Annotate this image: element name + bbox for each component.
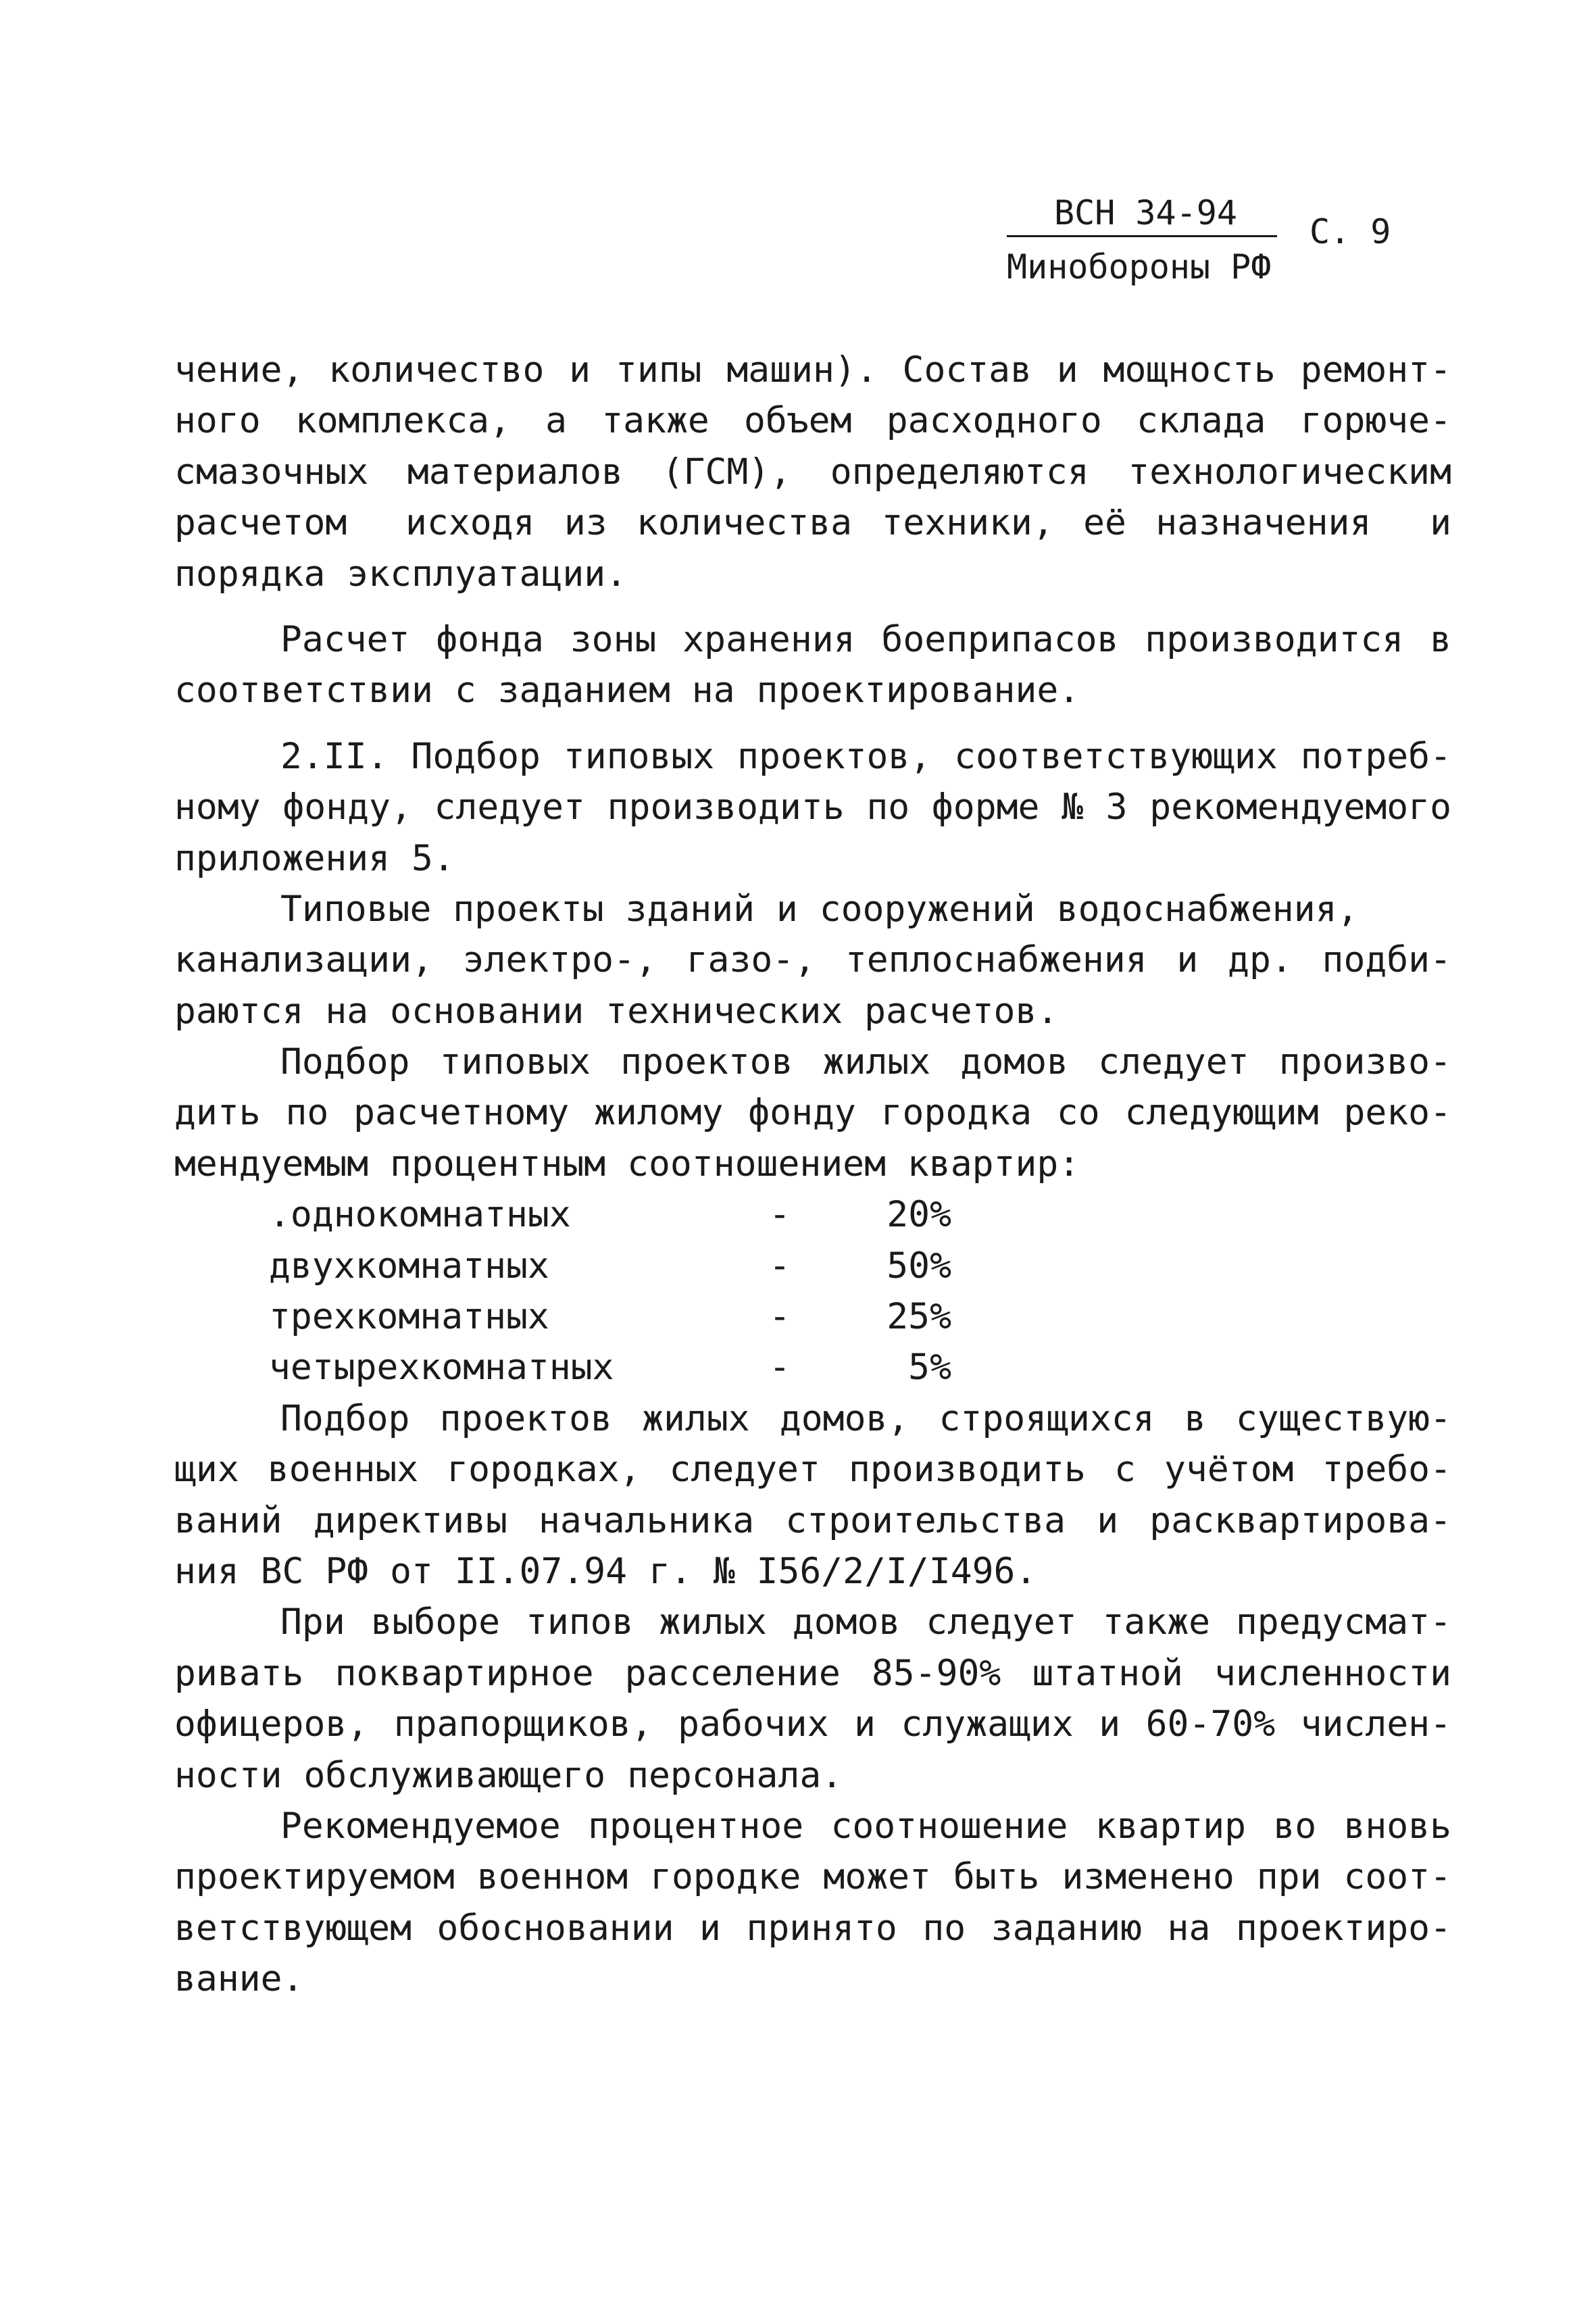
paragraph xyxy=(174,1597,1451,1801)
apartment-type: двухкомнатных xyxy=(269,1245,549,1287)
text-line: Подбор типовых проектов жилых домов следует произво- xyxy=(280,1041,1451,1083)
page-header xyxy=(1007,191,1439,299)
paragraph xyxy=(174,1801,1451,2005)
text-line: приложения 5. xyxy=(174,837,455,879)
apartment-type: четырехкомнатных xyxy=(269,1347,614,1389)
text-line: ветствующем обосновании и принято по заданию на проектиро- xyxy=(174,1907,1451,1949)
paragraph xyxy=(174,731,1451,884)
text-line: канализации, электро-, газо-, теплоснабжения и др. подби- xyxy=(174,939,1451,981)
text-line: щих военных городках, следует производить с учётом требо- xyxy=(174,1449,1451,1491)
text-line: смазочных материалов (ГСМ), определяются технологическим xyxy=(174,451,1451,493)
list-dash: - xyxy=(769,1347,791,1389)
apartment-ratio-list xyxy=(174,1189,1451,1393)
text-line: офицеров, прапорщиков, рабочих и служащих и 60-70% числен- xyxy=(174,1703,1451,1745)
list-item xyxy=(174,1189,1451,1240)
text-line: дить по расчетному жилому фонду городка со следующим реко- xyxy=(174,1092,1451,1134)
page-number: С. 9 xyxy=(1310,212,1391,251)
text-line: мендуемым процентным соотношением квартир: xyxy=(174,1143,1080,1185)
text-line: ривать поквартирное расселение 85-90% штатной численности xyxy=(174,1652,1451,1694)
text-line: При выборе типов жилых домов следует также предусмат- xyxy=(280,1601,1451,1643)
list-dash: - xyxy=(769,1194,791,1236)
text-line: чение, количество и типы машин). Состав и мощность ремонт- xyxy=(174,349,1451,391)
text-line: раются на основании технических расчетов. xyxy=(174,990,1059,1032)
text-line: Подбор проектов жилых домов, строящихся в существую- xyxy=(280,1397,1451,1439)
list-dash: - xyxy=(769,1245,791,1287)
list-item xyxy=(174,1291,1451,1342)
text-line: Рекомендуемое процентное соотношение квартир во вновь xyxy=(280,1805,1451,1847)
apartment-type: .однокомнатных xyxy=(269,1194,571,1236)
text-line: Типовые проекты зданий и сооружений водоснабжения, xyxy=(280,888,1359,930)
text-line: проектируемом военном городке может быть изменено при соот- xyxy=(174,1856,1451,1898)
paragraph xyxy=(174,884,1451,1037)
apartment-percent: 50% xyxy=(887,1245,951,1287)
paragraph xyxy=(174,614,1451,716)
apartment-percent: 20% xyxy=(887,1194,951,1236)
text-line: расчетом исходя из количества техники, её назначения и xyxy=(174,502,1451,544)
paragraph xyxy=(174,345,1451,599)
text-line: вание. xyxy=(174,1958,304,2000)
list-dash: - xyxy=(769,1296,791,1338)
text-line: 2.II. Подбор типовых проектов, соответствующих потреб- xyxy=(280,735,1451,777)
text-line: порядка эксплуатации. xyxy=(174,553,628,595)
paragraph xyxy=(174,1393,1451,1597)
text-line: ного комплекса, а также объем расходного склада горюче- xyxy=(174,400,1451,442)
paragraph xyxy=(174,1037,1451,1189)
apartment-percent: 25% xyxy=(887,1296,951,1338)
apartment-type: трехкомнатных xyxy=(269,1296,549,1338)
header-rule xyxy=(1007,235,1277,237)
text-line: ваний директивы начальника строительства и расквартирова- xyxy=(174,1499,1451,1541)
text-line: Расчет фонда зоны хранения боеприпасов производится в xyxy=(280,618,1451,660)
organization-name: Минобороны РФ xyxy=(1007,247,1272,287)
text-line: ния ВС РФ от II.07.94 г. № I56/2/I/I496. xyxy=(174,1550,1037,1592)
text-line: ности обслуживающего персонала. xyxy=(174,1754,843,1796)
document-body xyxy=(174,345,1451,2005)
apartment-percent: 5% xyxy=(908,1347,951,1389)
text-line: соответствии с заданием на проектирование. xyxy=(174,670,1080,712)
document-code: ВСН 34-94 xyxy=(1054,193,1237,232)
list-item xyxy=(174,1342,1451,1393)
text-line: ному фонду, следует производить по форме № 3 рекомендуемого xyxy=(174,787,1451,828)
list-item xyxy=(174,1241,1451,1291)
